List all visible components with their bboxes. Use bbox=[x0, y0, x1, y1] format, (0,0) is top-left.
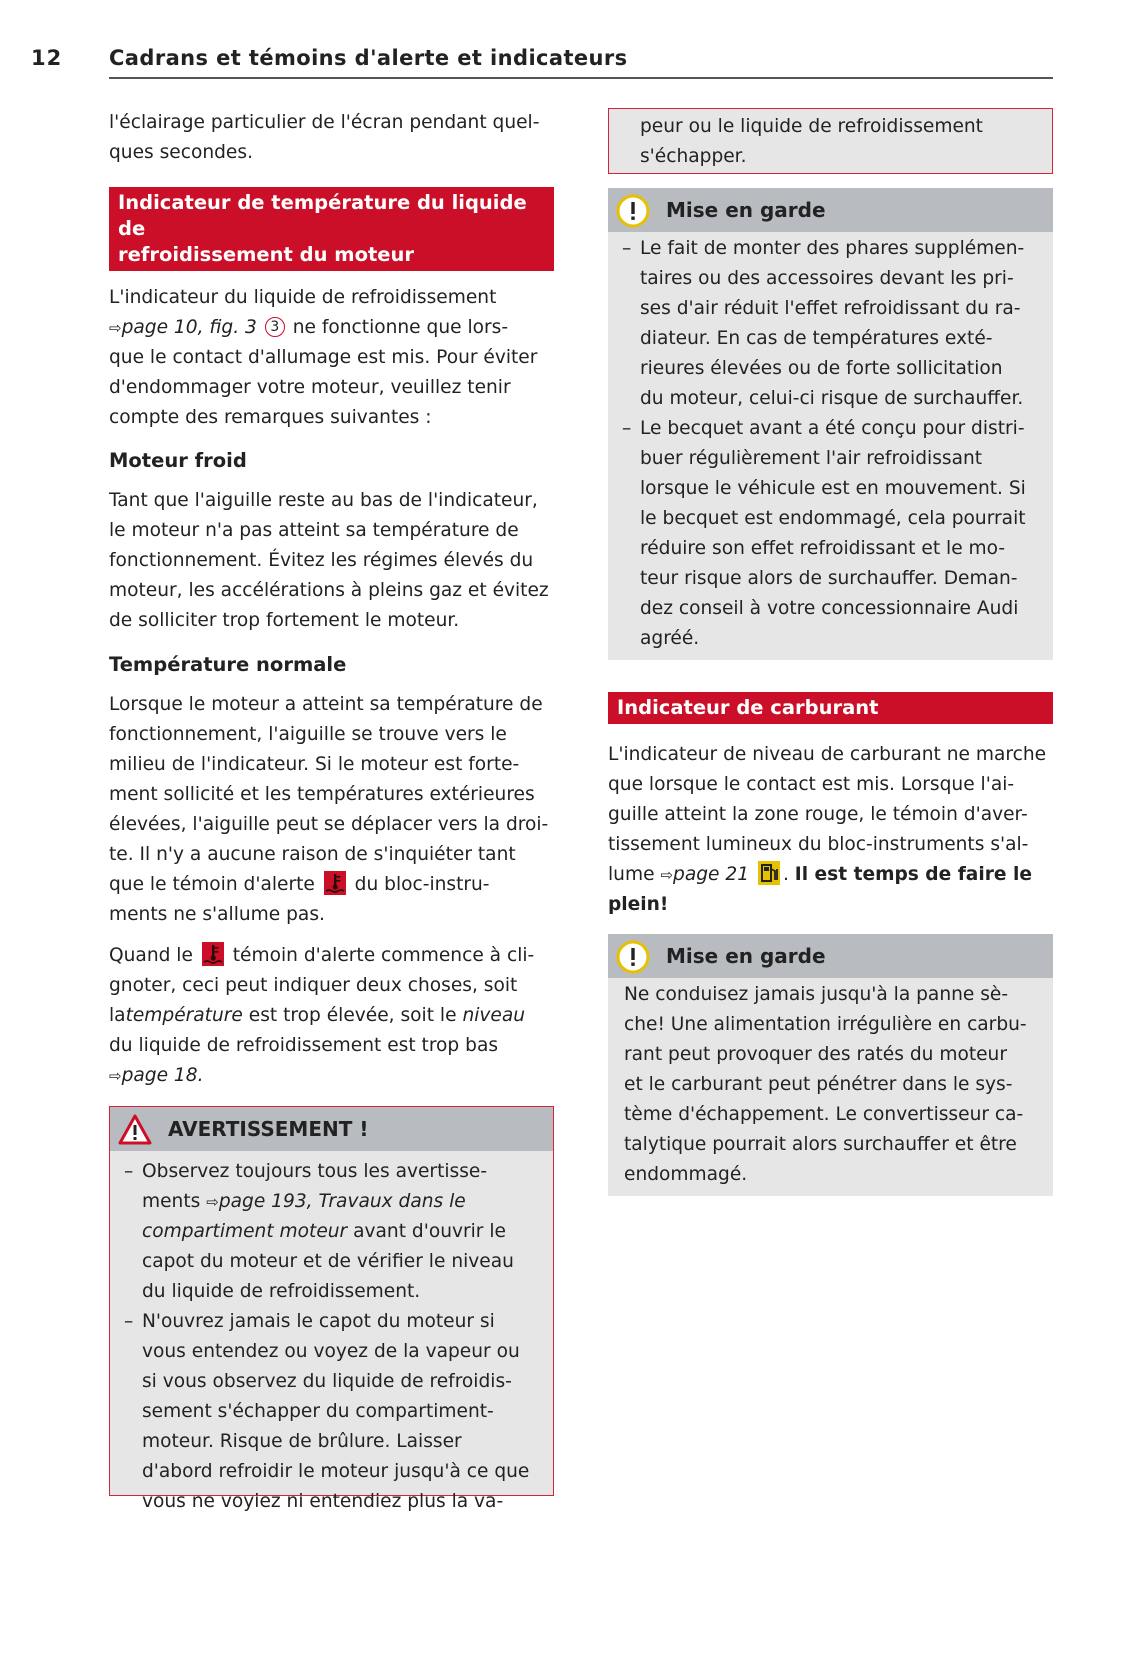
right-column bbox=[608, 108, 1053, 1196]
list-item: – Observez toujours tous les avertisse- ments ⇨page 193, Travaux dans le compartiment moteur avant d'ouvrir le capot du moteur et de vérifier le niveau du liquide de refroidissement. bbox=[124, 1161, 514, 1302]
caution-title: Mise en garde bbox=[666, 944, 826, 968]
coolant-warning-icon bbox=[202, 942, 224, 966]
arrow-right-icon: ⇨ bbox=[109, 319, 122, 337]
section-title-coolant: Indicateur de température du liquide de refroidissement du moteur bbox=[109, 187, 554, 271]
arrow-right-icon: ⇨ bbox=[206, 1193, 219, 1211]
caution-exclamation-icon bbox=[616, 940, 650, 974]
header-rule bbox=[109, 77, 1053, 79]
cold-engine-paragraph: Tant que l'aiguille reste au bas de l'indicateur, le moteur n'a pas atteint sa température de fonctionnement. Évitez les régimes élevés du moteur, les accélérations à pleins gaz et évitez de solliciter trop fortement le moteur. bbox=[109, 490, 549, 631]
subheading-normal-temp: Température normale bbox=[109, 653, 347, 676]
coolant-intro-paragraph: L'indicateur du liquide de refroidissement ⇨page 10, fig. 3 3 ne fonctionne que lors- que le contact d'allumage est mis. Pour éviter d'endommager votre moteur, veuillez tenir compte des remarques suivantes : bbox=[109, 287, 538, 428]
callout-number-icon: 3 bbox=[265, 317, 285, 337]
list-item: – Le becquet avant a été conçu pour distri- buer régulièrement l'air refroidissant lorsque le véhicule est en mouvement. Si le becquet est endommagé, cela pourrait réduire son effet refroidissant et le mo- teur risque alors de surchauffer. Deman- dez conseil à votre concessionnaire Audi agréé. bbox=[622, 418, 1026, 649]
warning-box bbox=[109, 1106, 554, 1512]
page-ref-link[interactable]: page 18. bbox=[121, 1065, 204, 1086]
caution-box bbox=[608, 188, 1053, 660]
warning-body bbox=[110, 1151, 553, 1525]
subheading-cold-engine: Moteur froid bbox=[109, 449, 247, 472]
caution-body bbox=[608, 232, 1053, 660]
page-header-title: Cadrans et témoins d'alerte et indicateurs bbox=[109, 46, 628, 70]
caution-title: Mise en garde bbox=[666, 198, 826, 222]
caution-box-header bbox=[608, 934, 1053, 978]
fuel-icon bbox=[758, 861, 780, 885]
caution-exclamation-icon bbox=[616, 194, 650, 228]
left-column bbox=[109, 108, 554, 1512]
caution-body: Ne conduisez jamais jusqu'à la panne sè- che! Une alimentation irrégulière en carbu- rant peut provoquer des ratés du moteur et le carburant peut pénétrer dans le sys- tème d'échappement. Le convertisseur ca- talytique pourrait alors surchauffer et être endommagé. bbox=[624, 984, 1027, 1185]
coolant-warning-icon bbox=[324, 871, 346, 895]
fuel-paragraph: L'indicateur de niveau de carburant ne marche que lorsque le contact est mis. Lorsque l'ai- guille atteint la zone rouge, le témoin d'aver- tissement lumineux du bloc-instruments s'al- lume ⇨page 21 . Il est temps de faire le plein! bbox=[608, 744, 1047, 915]
page-ref-link[interactable]: page 21 bbox=[673, 864, 750, 885]
normal-temp-paragraph: Lorsque le moteur a atteint sa température de fonctionnement, l'aiguille se trouve vers le milieu de l'indicateur. Si le moteur est forte- ment sollicité et les températures extérieures élevées, l'aiguille peut se déplacer vers la droi- te. Il n'y a aucune raison de s'inquiéter tant que le témoin d'alerte du bloc-instru- ments ne s'allume pas. bbox=[109, 694, 549, 925]
arrow-right-icon: ⇨ bbox=[109, 1067, 122, 1085]
warning-triangle-icon bbox=[118, 1113, 152, 1147]
intro-paragraph: l'éclairage particulier de l'écran pendant quel- ques secondes. bbox=[109, 112, 540, 163]
caution-box bbox=[608, 934, 1053, 1196]
page-ref-link[interactable]: page 10, fig. 3 bbox=[121, 317, 257, 338]
page-number: 12 bbox=[31, 46, 63, 70]
page-ref-link[interactable]: page 193, Travaux dans le bbox=[218, 1191, 466, 1212]
warning-title: AVERTISSEMENT ! bbox=[168, 1117, 369, 1141]
warning-box-header bbox=[110, 1107, 553, 1151]
list-item: – N'ouvrez jamais le capot du moteur si vous entendez ou voyez de la vapeur ou si vous observez du liquide de refroidis- sement s'échapper du compartiment- moteur. Risque de brûlure. Laisser d'abord refroidir le moteur jusqu'à ce que vous ne voyiez ni entendiez plus la va- bbox=[124, 1311, 530, 1512]
section-title-fuel: Indicateur de carburant bbox=[608, 692, 1053, 724]
flashing-warning-paragraph: Quand le témoin d'alerte commence à cli- gnoter, ceci peut indiquer deux choses, soit latempérature est trop élevée, soit le niveau du liquide de refroidissement est trop bas ⇨page 18. bbox=[109, 941, 554, 1091]
arrow-right-icon: ⇨ bbox=[660, 866, 674, 884]
list-item: – Le fait de monter des phares supplémen- taires ou des accessoires devant les pri- ses d'air réduit l'effet refroidissant du ra- diateur. En cas de températures exté- rieures élevées ou de forte sollicitation du moteur, celui-ci risque de surchauffer. bbox=[622, 238, 1025, 409]
caution-box-header bbox=[608, 188, 1053, 232]
warning-box-continued: peur ou le liquide de refroidissement s'échapper. bbox=[608, 108, 1053, 174]
